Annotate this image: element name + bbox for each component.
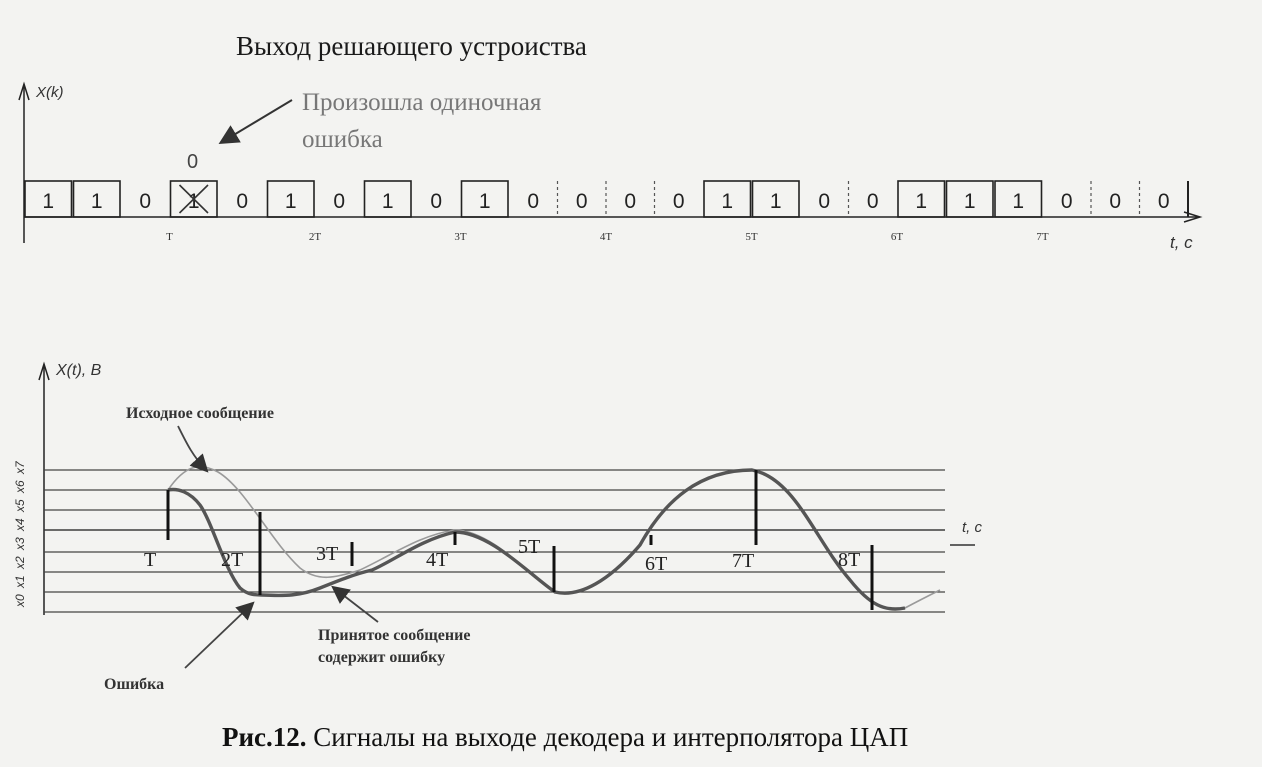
label-received-line1: Принятое сообщение (318, 627, 471, 644)
bit-value-10: 0 (527, 190, 540, 213)
bit-value-7: 1 (381, 190, 394, 213)
bit-value-5: 1 (284, 190, 297, 213)
bottom-y-label: X(t), B (56, 362, 102, 379)
sample-label-4T: 4T (426, 549, 449, 571)
bit-value-0: 1 (42, 190, 55, 213)
bit-value-23: 0 (1157, 190, 1170, 213)
received-arrow (334, 588, 378, 622)
level-label-x2: x2 (13, 556, 27, 569)
sample-label-3T: 3T (316, 543, 339, 565)
sample-label-2T: 2T (221, 549, 244, 571)
bit-value-18: 1 (915, 190, 928, 213)
top-tick-2T: 2T (308, 231, 322, 243)
bit-value-6: 0 (333, 190, 346, 213)
bit-value-3: 1 (187, 190, 200, 213)
top-annotation-line2: ошибка (302, 126, 383, 153)
sample-label-6T: 6T (645, 553, 668, 575)
top-tick-labels (166, 231, 1049, 243)
bit-value-9: 1 (478, 190, 491, 213)
bit-value-2: 0 (139, 190, 152, 213)
top-tick-6T: 6T (890, 231, 904, 243)
label-error: Ошибка (104, 676, 165, 693)
bit-value-15: 1 (769, 190, 782, 213)
error-original-bit: 0 (187, 151, 199, 173)
bit-value-4: 0 (236, 190, 249, 213)
figure-caption (222, 722, 908, 752)
top-annotation-line1: Произошла одиночная (302, 89, 542, 116)
source-arrow (178, 426, 206, 470)
level-label-x0: x0 (13, 594, 27, 607)
sample-label-8T: 8T (838, 549, 861, 571)
error-arrow (185, 604, 252, 668)
bit-value-22: 0 (1109, 190, 1122, 213)
bottom-x-label: t, c (962, 519, 983, 536)
top-tick-T: T (166, 231, 173, 243)
bit-value-1: 1 (90, 190, 103, 213)
top-y-label: X(k) (36, 84, 64, 101)
sample-markers (144, 470, 872, 610)
level-label-x7: x7 (13, 461, 27, 474)
bit-value-19: 1 (963, 190, 976, 213)
label-source-message: Исходное сообщение (126, 405, 274, 422)
level-label-x6: x6 (13, 480, 27, 493)
level-labels (13, 460, 27, 608)
top-tick-3T: 3T (454, 231, 467, 243)
level-label-x3: x3 (13, 537, 27, 550)
bit-value-11: 0 (575, 190, 588, 213)
sample-label-7T: 7T (732, 550, 755, 572)
top-tick-7T: 7T (1036, 231, 1049, 243)
sample-label-T: T (144, 549, 157, 571)
bit-value-14: 1 (721, 190, 734, 213)
top-x-label: t, c (1170, 233, 1193, 252)
bit-value-13: 0 (672, 190, 685, 213)
bit-value-21: 0 (1060, 190, 1073, 213)
top-title: Выход решающего устроиства (236, 31, 587, 61)
label-received-line2: содержит ошибку (318, 649, 446, 666)
top-tick-5T: 5T (745, 231, 758, 243)
bit-value-12: 0 (624, 190, 637, 213)
top-tick-4T: 4T (599, 231, 613, 243)
level-label-x1: x1 (13, 575, 27, 588)
bit-value-16: 0 (818, 190, 831, 213)
sample-label-5T: 5T (518, 536, 541, 558)
level-label-x4: x4 (13, 518, 27, 531)
caption-text: Сигналы на выходе декодера и интерполятора ЦАП (306, 722, 909, 752)
bit-value-17: 0 (866, 190, 879, 213)
level-label-x5: x5 (13, 499, 27, 512)
caption-number: Рис.12. (222, 722, 307, 752)
top-annotation-arrow (222, 100, 292, 142)
bit-value-20: 1 (1012, 190, 1025, 213)
bit-sequence (25, 181, 1188, 217)
bit-value-8: 0 (430, 190, 443, 213)
